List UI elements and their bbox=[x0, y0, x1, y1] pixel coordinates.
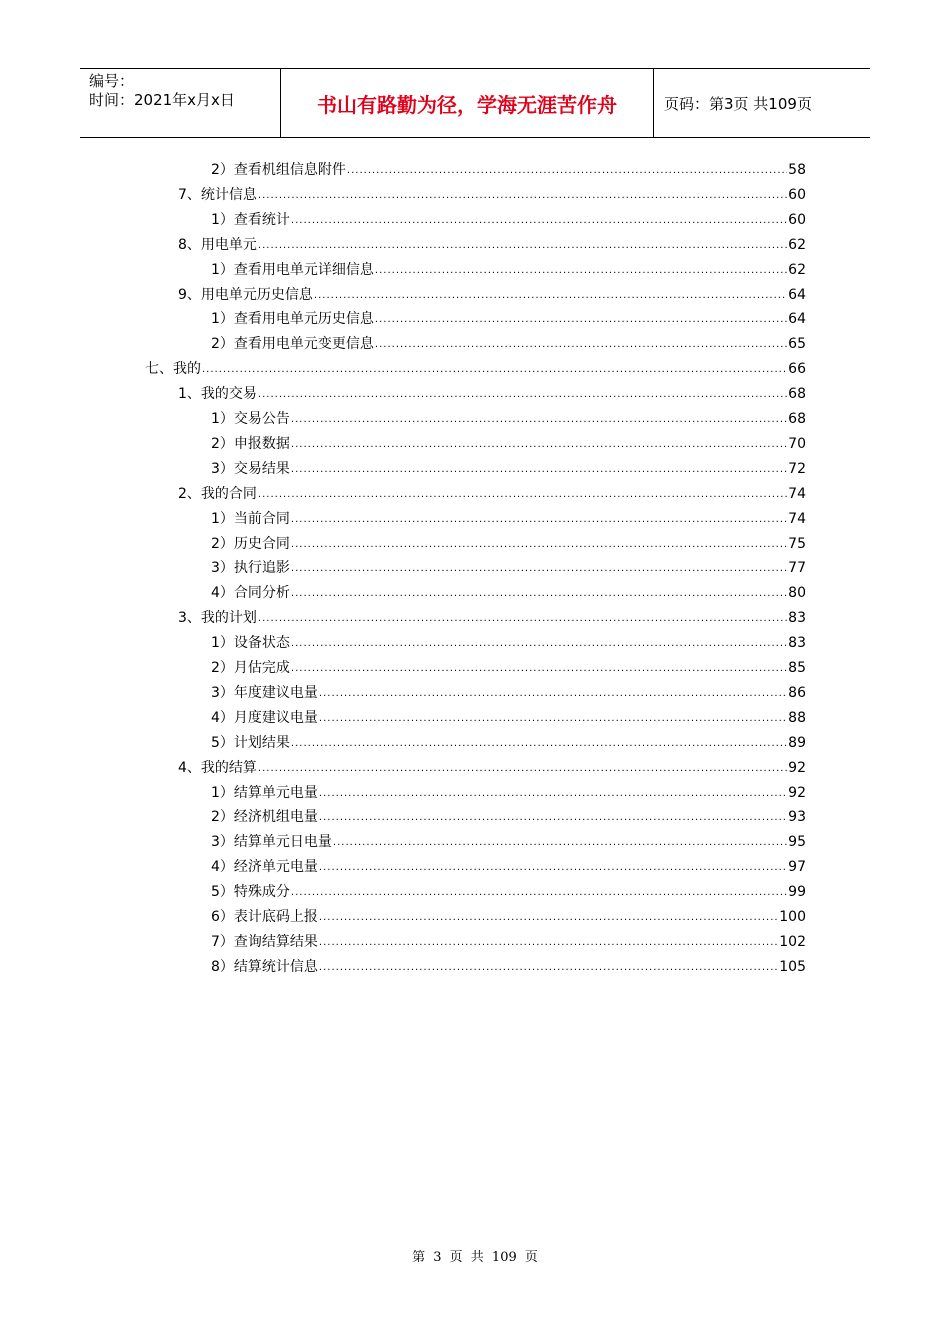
toc-entry-title: 9、用电单元历史信息 bbox=[178, 286, 313, 303]
toc-entry-page: 102 bbox=[779, 933, 806, 950]
toc-entry[interactable] bbox=[211, 457, 806, 482]
toc-entry-page: 64 bbox=[788, 311, 806, 328]
toc-entry-page: 60 bbox=[788, 211, 806, 228]
toc-entry[interactable] bbox=[178, 606, 806, 631]
toc-entry-page: 86 bbox=[788, 684, 806, 701]
toc-entry-page: 95 bbox=[788, 834, 806, 851]
toc-dot-leader bbox=[291, 532, 787, 557]
toc-dot-leader bbox=[291, 656, 787, 681]
toc-dot-leader bbox=[291, 432, 787, 457]
header-meta-cell bbox=[80, 69, 281, 137]
toc-entry-title: 2）历史合同 bbox=[211, 535, 290, 552]
toc-dot-leader bbox=[258, 756, 787, 781]
toc-entry-title: 6）表计底码上报 bbox=[211, 909, 318, 925]
toc-entry[interactable] bbox=[211, 681, 806, 706]
toc-entry-page: 105 bbox=[779, 958, 806, 975]
header-page-info: 页码：第3页 共109页 bbox=[664, 94, 812, 113]
toc-entry-title: 4）合同分析 bbox=[211, 585, 290, 602]
toc-entry-page: 72 bbox=[788, 460, 806, 477]
toc-entry-title: 1）当前合同 bbox=[211, 510, 290, 527]
toc-dot-leader bbox=[258, 382, 787, 407]
toc-entry-page: 80 bbox=[788, 585, 806, 602]
toc-entry-title: 2）月估完成 bbox=[211, 660, 290, 676]
toc-entry-page: 66 bbox=[788, 361, 806, 378]
toc-entry[interactable] bbox=[145, 357, 806, 382]
toc-entry-title: 1、我的交易 bbox=[178, 386, 257, 403]
toc-dot-leader bbox=[319, 805, 787, 830]
toc-entry-title: 5）计划结果 bbox=[211, 734, 290, 751]
toc-dot-leader bbox=[319, 905, 778, 930]
toc-dot-leader bbox=[291, 731, 787, 756]
toc-dot-leader bbox=[319, 855, 787, 880]
toc-entry-title: 5）特殊成分 bbox=[211, 884, 290, 901]
toc-entry-page: 92 bbox=[788, 759, 806, 776]
toc-dot-leader bbox=[347, 158, 787, 183]
toc-entry-page: 65 bbox=[788, 336, 806, 353]
toc-entry-title: 3）年度建议电量 bbox=[211, 684, 318, 701]
toc-entry-page: 60 bbox=[788, 186, 806, 203]
toc-entry[interactable] bbox=[211, 930, 806, 955]
toc-entry[interactable] bbox=[178, 382, 806, 407]
toc-entry-title: 1）查看用电单元详细信息 bbox=[211, 261, 374, 278]
toc-entry-title: 3）执行追影 bbox=[211, 560, 290, 577]
toc-entry[interactable] bbox=[211, 258, 806, 283]
toc-entry-page: 92 bbox=[788, 784, 806, 801]
toc-entry-title: 8）结算统计信息 bbox=[211, 958, 318, 975]
toc-entry[interactable] bbox=[211, 855, 806, 880]
toc-entry[interactable] bbox=[211, 581, 806, 606]
toc-dot-leader bbox=[291, 457, 787, 482]
toc-entry-page: 88 bbox=[788, 709, 806, 726]
toc-entry-page: 100 bbox=[779, 909, 806, 925]
toc-dot-leader bbox=[291, 556, 787, 581]
toc-dot-leader bbox=[333, 830, 787, 855]
toc-entry[interactable] bbox=[211, 731, 806, 756]
toc-entry[interactable] bbox=[178, 233, 806, 258]
toc-dot-leader bbox=[291, 208, 787, 233]
toc-dot-leader bbox=[258, 606, 787, 631]
toc-entry[interactable] bbox=[211, 955, 806, 980]
toc-entry-page: 89 bbox=[788, 734, 806, 751]
toc-entry[interactable] bbox=[211, 781, 806, 806]
toc-entry-page: 68 bbox=[788, 411, 806, 427]
toc-entry-title: 3）交易结果 bbox=[211, 460, 290, 477]
toc-entry[interactable] bbox=[211, 805, 806, 830]
date-label: 时间：2021年x月x日 bbox=[89, 91, 235, 109]
toc-entry-page: 58 bbox=[788, 162, 806, 178]
number-label: 编号： bbox=[89, 72, 135, 90]
toc-entry-title: 4）月度建议电量 bbox=[211, 709, 318, 726]
toc-entry-title: 2）申报数据 bbox=[211, 435, 290, 452]
toc-entry-title: 2）查看机组信息附件 bbox=[211, 162, 346, 178]
toc-entry-page: 83 bbox=[788, 610, 806, 627]
toc-dot-leader bbox=[375, 307, 787, 332]
toc-entry[interactable] bbox=[211, 158, 806, 183]
toc-dot-leader bbox=[258, 482, 787, 507]
toc-entry-title: 7、统计信息 bbox=[178, 186, 257, 203]
toc-entry-title: 8、用电单元 bbox=[178, 236, 257, 253]
toc-entry-page: 62 bbox=[788, 261, 806, 278]
toc-entry-page: 64 bbox=[788, 286, 806, 303]
toc-entry-page: 99 bbox=[788, 884, 806, 901]
toc-entry[interactable] bbox=[178, 756, 806, 781]
toc-entry-page: 83 bbox=[788, 635, 806, 652]
toc-entry-title: 1）查看统计 bbox=[211, 211, 290, 228]
toc-entry[interactable] bbox=[178, 283, 806, 308]
toc-dot-leader bbox=[291, 407, 787, 432]
toc-entry-page: 75 bbox=[788, 535, 806, 552]
toc-dot-leader bbox=[319, 681, 787, 706]
toc-entry-title: 1）查看用电单元历史信息 bbox=[211, 311, 374, 328]
toc-entry[interactable] bbox=[211, 507, 806, 532]
toc-dot-leader bbox=[319, 930, 778, 955]
toc-entry[interactable] bbox=[178, 482, 806, 507]
toc-dot-leader bbox=[314, 283, 787, 308]
toc-entry-title: 1）结算单元电量 bbox=[211, 784, 318, 801]
toc-entry-page: 93 bbox=[788, 809, 806, 826]
toc-entry-title: 3、我的计划 bbox=[178, 610, 257, 627]
toc-dot-leader bbox=[375, 332, 787, 357]
toc-entry-page: 68 bbox=[788, 386, 806, 403]
toc-entry-title: 2）经济机组电量 bbox=[211, 809, 318, 826]
toc-dot-leader bbox=[291, 880, 787, 905]
toc-dot-leader bbox=[291, 581, 787, 606]
toc-entry-page: 62 bbox=[788, 236, 806, 253]
toc-entry-title: 7）查询结算结果 bbox=[211, 933, 318, 950]
toc-dot-leader bbox=[291, 631, 787, 656]
toc-entry[interactable] bbox=[211, 656, 806, 681]
toc-dot-leader bbox=[202, 357, 787, 382]
page-header bbox=[80, 68, 870, 138]
toc-dot-leader bbox=[319, 955, 778, 980]
toc-dot-leader bbox=[319, 781, 787, 806]
toc-entry-page: 74 bbox=[788, 485, 806, 502]
toc-entry-title: 1）交易公告 bbox=[211, 411, 290, 427]
toc-entry[interactable] bbox=[211, 880, 806, 905]
toc-entry[interactable] bbox=[211, 830, 806, 855]
toc-entry[interactable] bbox=[211, 208, 806, 233]
toc-dot-leader bbox=[258, 233, 787, 258]
toc-entry-title: 4、我的结算 bbox=[178, 759, 257, 776]
toc-entry[interactable] bbox=[211, 332, 806, 357]
toc-entry[interactable] bbox=[211, 407, 806, 432]
toc-entry-title: 1）设备状态 bbox=[211, 635, 290, 652]
toc-entry-page: 97 bbox=[788, 859, 806, 876]
toc-dot-leader bbox=[319, 706, 787, 731]
toc-entry-page: 85 bbox=[788, 660, 806, 676]
toc-entry-title: 4）经济单元电量 bbox=[211, 859, 318, 876]
toc-entry-title: 2）查看用电单元变更信息 bbox=[211, 336, 374, 353]
toc-entry[interactable] bbox=[211, 532, 806, 557]
header-motto: 书山有路勤为径，学海无涯苦作舟 bbox=[281, 69, 654, 137]
toc-entry[interactable] bbox=[211, 307, 806, 332]
toc-entry-title: 七、我的 bbox=[145, 361, 201, 378]
toc-entry-page: 70 bbox=[788, 435, 806, 452]
toc-entry-title: 3）结算单元日电量 bbox=[211, 834, 332, 851]
toc-entry-page: 77 bbox=[788, 560, 806, 577]
toc-entry[interactable] bbox=[211, 631, 806, 656]
toc-entry[interactable] bbox=[178, 183, 806, 208]
toc-dot-leader bbox=[258, 183, 787, 208]
toc-entry[interactable] bbox=[211, 556, 806, 581]
toc-entry-title: 2、我的合同 bbox=[178, 485, 257, 502]
toc-entry-page: 74 bbox=[788, 510, 806, 527]
toc-entry[interactable] bbox=[211, 706, 806, 731]
toc-dot-leader bbox=[375, 258, 787, 283]
toc-entry[interactable] bbox=[211, 905, 806, 930]
page-footer: 第 3 页 共 109 页 bbox=[412, 1250, 538, 1265]
toc-dot-leader bbox=[291, 507, 787, 532]
toc-entry[interactable] bbox=[211, 432, 806, 457]
